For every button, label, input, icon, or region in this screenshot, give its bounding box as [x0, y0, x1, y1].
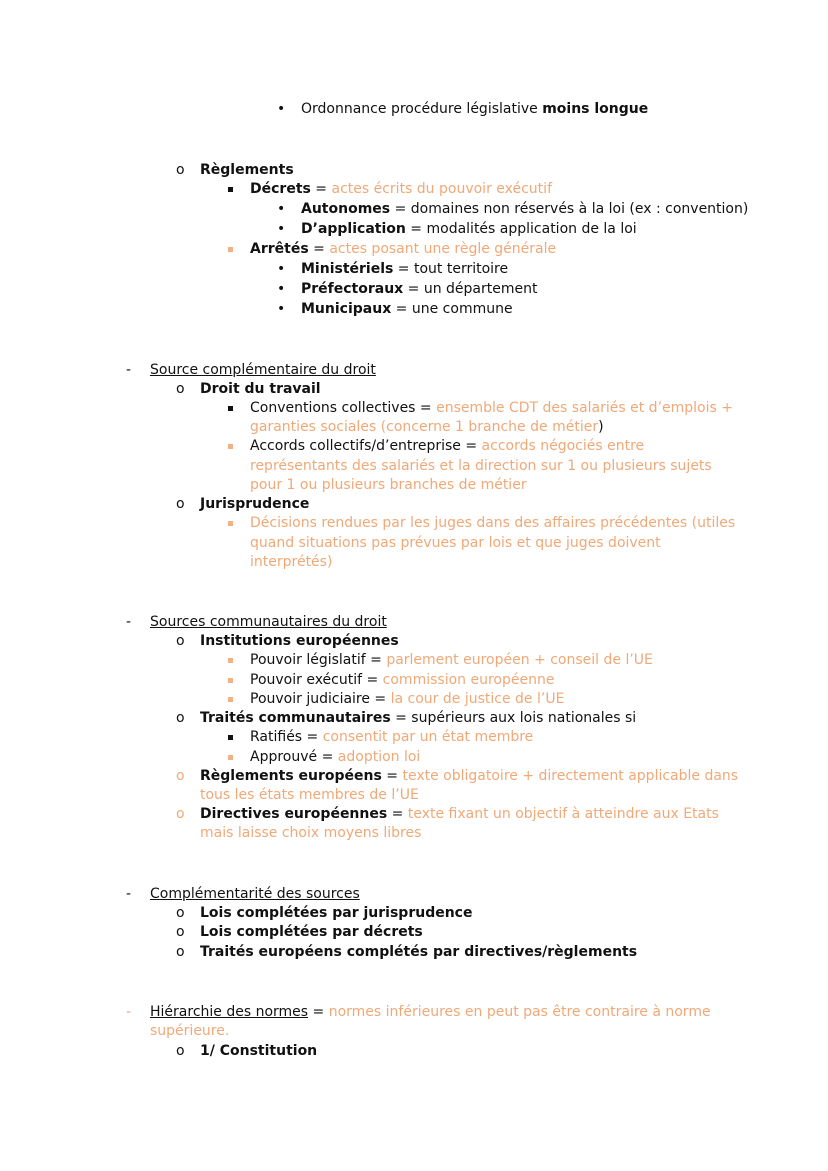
circle-bullet: o: [176, 381, 185, 397]
ministeriels-line: Ministériels = tout territoire: [301, 261, 509, 277]
bullet-dot: •: [277, 201, 286, 217]
square-bullet: [228, 247, 233, 252]
ratifies-line: Ratifiés = consentit par un état membre: [250, 729, 534, 745]
bullet-dot: •: [277, 221, 286, 237]
dash-bullet: -: [126, 1004, 132, 1020]
dash-bullet: -: [126, 886, 132, 902]
reglements-europeens-line: Règlements européens = texte obligatoire + directement applicable dans: [200, 768, 739, 784]
circle-bullet: o: [176, 924, 185, 940]
dash-bullet: -: [126, 614, 132, 630]
judiciaire-line: Pouvoir judiciaire = la cour de justice de l’UE: [250, 691, 565, 707]
dash-bullet: -: [126, 362, 132, 378]
square-bullet: [228, 735, 233, 740]
list-item: Lois complétées par jurisprudence: [200, 905, 473, 921]
accords-line-2: représentants des salariés et la direction sur 1 ou plusieurs sujets: [250, 458, 712, 474]
legislatif-line: Pouvoir législatif = parlement européen + conseil de l’UE: [250, 652, 653, 668]
executif-line: Pouvoir exécutif = commission européenne: [250, 672, 555, 688]
list-item: Traités européens complétés par directives/règlements: [200, 944, 638, 960]
reglements-heading: Règlements: [200, 162, 294, 178]
circle-bullet: o: [176, 1043, 185, 1059]
bullet-dot: •: [277, 101, 286, 117]
complementaire-heading: Source complémentaire du droit: [150, 362, 376, 378]
decisions-line-2: quand situations pas prévues par lois et que juges doivent: [250, 535, 661, 551]
circle-bullet: o: [176, 905, 185, 921]
circle-bullet: o: [176, 806, 185, 822]
square-bullet: [228, 755, 233, 760]
institutions-heading: Institutions européennes: [200, 633, 399, 649]
directives-europeennes-line-2: mais laisse choix moyens libres: [200, 825, 422, 841]
square-bullet: [228, 444, 233, 449]
autonomes-line: Autonomes = domaines non réservés à la loi (ex : convention): [301, 201, 749, 217]
bullet-dot: •: [277, 281, 286, 297]
accords-line: Accords collectifs/d’entreprise = accords négociés entre: [250, 438, 645, 454]
traites-line: Traités communautaires = supérieurs aux lois nationales si: [200, 710, 637, 726]
decisions-line-3: interprétés): [250, 554, 333, 570]
approuve-line: Approuvé = adoption loi: [250, 749, 421, 765]
application-line: D’application = modalités application de la loi: [301, 221, 637, 237]
circle-bullet: o: [176, 633, 185, 649]
square-bullet: [228, 658, 233, 663]
accords-line-3: pour 1 ou plusieurs branches de métier: [250, 477, 527, 493]
droit-travail-heading: Droit du travail: [200, 381, 321, 397]
conventions-line-2: garanties sociales (concerne 1 branche de métier): [250, 419, 604, 435]
square-bullet: [228, 187, 233, 192]
list-item: Lois complétées par décrets: [200, 924, 423, 940]
circle-bullet: o: [176, 768, 185, 784]
square-bullet: [228, 697, 233, 702]
communautaires-heading: Sources communautaires du droit: [150, 614, 387, 630]
circle-bullet: o: [176, 944, 185, 960]
bullet-dot: •: [277, 261, 286, 277]
prefectoraux-line: Préfectoraux = un département: [301, 281, 538, 297]
decrets-line: Décrets = actes écrits du pouvoir exécutif: [250, 181, 552, 197]
decisions-line: Décisions rendues par les juges dans des affaires précédentes (utiles: [250, 515, 736, 531]
bullet-dot: •: [277, 301, 286, 317]
arretes-line: Arrêtés = actes posant une règle générale: [250, 241, 557, 257]
complementarite-heading: Complémentarité des sources: [150, 886, 360, 902]
square-bullet: [228, 521, 233, 526]
circle-bullet: o: [176, 710, 185, 726]
jurisprudence-heading: Jurisprudence: [200, 496, 310, 512]
circle-bullet: o: [176, 496, 185, 512]
square-bullet: [228, 406, 233, 411]
hierarchie-line: Hiérarchie des normes = normes inférieures en peut pas être contraire à norme: [150, 1004, 711, 1020]
directives-europeennes-line: Directives européennes = texte fixant un objectif à atteindre aux Etats: [200, 806, 719, 822]
ordonnance-line: Ordonnance procédure législative moins longue: [301, 101, 649, 117]
square-bullet: [228, 678, 233, 683]
conventions-line: Conventions collectives = ensemble CDT des salariés et d’emplois +: [250, 400, 733, 416]
reglements-europeens-line-2: tous les états membres de l’UE: [200, 787, 419, 803]
municipaux-line: Municipaux = une commune: [301, 301, 513, 317]
circle-bullet: o: [176, 162, 185, 178]
hierarchie-line-2: supérieure.: [150, 1023, 230, 1039]
constitution-item: 1/ Constitution: [200, 1043, 318, 1059]
